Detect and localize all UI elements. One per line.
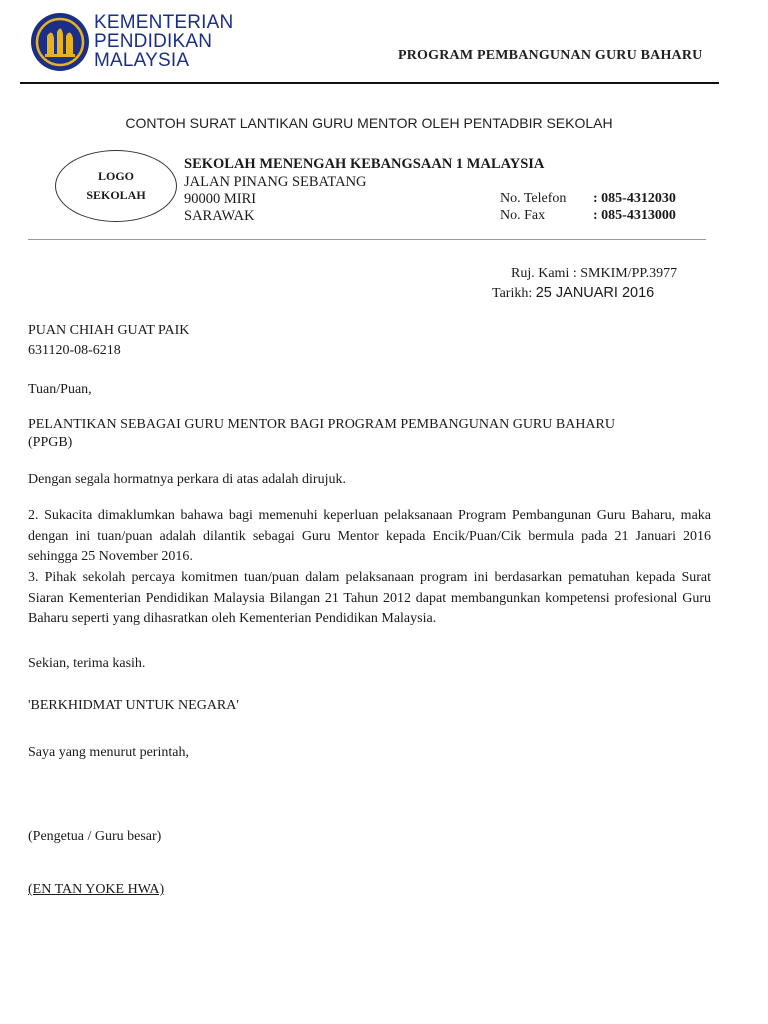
school-address-line1: JALAN PINANG SEBATANG [184,174,367,190]
signatory-role: (Pengetua / Guru besar) [28,829,162,844]
date-line [492,285,654,302]
program-title: PROGRAM PEMBANGUNAN GURU BAHARU [398,48,703,63]
ministry-name-line3: MALAYSIA [94,50,190,71]
ministry-name-line2: PENDIDIKAN [94,31,213,52]
subject-line2: (PPGB) [28,435,73,450]
date-label: Tarikh: [492,286,533,301]
paragraph-2: 2. Sukacita dimaklumkan bahawa bagi memenuhi keperluan pelaksanaan Program Pembangunan Guru Baharu, maka dengan ini tuan/puan adalah dilantik sebagai Guru Mentor kepada Encik/Puan/Cik bermula pada 21 Januari 2016 sehingga 25 November 2016. [28,508,711,564]
opening-paragraph: Dengan segala hormatnya perkara di atas adalah dirujuk. [28,472,346,487]
document-title: CONTOH SURAT LANTIKAN GURU MENTOR OLEH PENTADBIR SEKOLAH [125,115,613,131]
salutation: Tuan/Puan, [28,382,92,397]
letterhead-divider [28,239,706,240]
school-logo-placeholder [55,150,177,222]
header-divider [20,82,719,84]
ministry-logo [30,12,90,72]
recipient-id: 631120-08-6218 [28,343,121,358]
signatory-name: (EN TAN YOKE HWA) [28,882,165,897]
school-address-line3: SARAWAK [184,208,255,224]
fax-value: : 085-4313000 [593,208,676,223]
phone-value: : 085-4312030 [593,191,676,206]
paragraph-3: 3. Pihak sekolah percaya komitmen tuan/puan dalam pelaksanaan program ini berdasarkan pematuhan kepada Surat Siaran Kementerian Pendidikan Malaysia Bilangan 21 Tahun 2012 dapat membangunkan kompetensi profesional Guru Baharu seperti yang dihasratkan oleh Kementerian Pendidikan Malaysia. [28,570,711,626]
closing-thanks: Sekian, terima kasih. [28,656,146,671]
closing-saya: Saya yang menurut perintah, [28,745,189,760]
school-logo-line2: SEKOLAH [86,188,146,202]
subject-line1: PELANTIKAN SEBAGAI GURU MENTOR BAGI PROGRAM PEMBANGUNAN GURU BAHARU [28,417,615,432]
school-name: SEKOLAH MENENGAH KEBANGSAAN 1 MALAYSIA [184,156,545,172]
ministry-name [94,13,233,70]
school-address-line2: 90000 MIRI [184,191,257,207]
school-logo-line1: LOGO [97,169,134,183]
phone-label: No. Telefon [500,191,567,206]
date-value: 25 JANUARI 2016 [535,285,655,301]
recipient-name: PUAN CHIAH GUAT PAIK [28,323,190,338]
fax-label: No. Fax [500,208,546,223]
ministry-name-line1: KEMENTERIAN [94,12,234,33]
reference-number: Ruj. Kami : SMKIM/PP.3977 [511,266,678,281]
motto: 'BERKHIDMAT UNTUK NEGARA' [28,698,239,713]
